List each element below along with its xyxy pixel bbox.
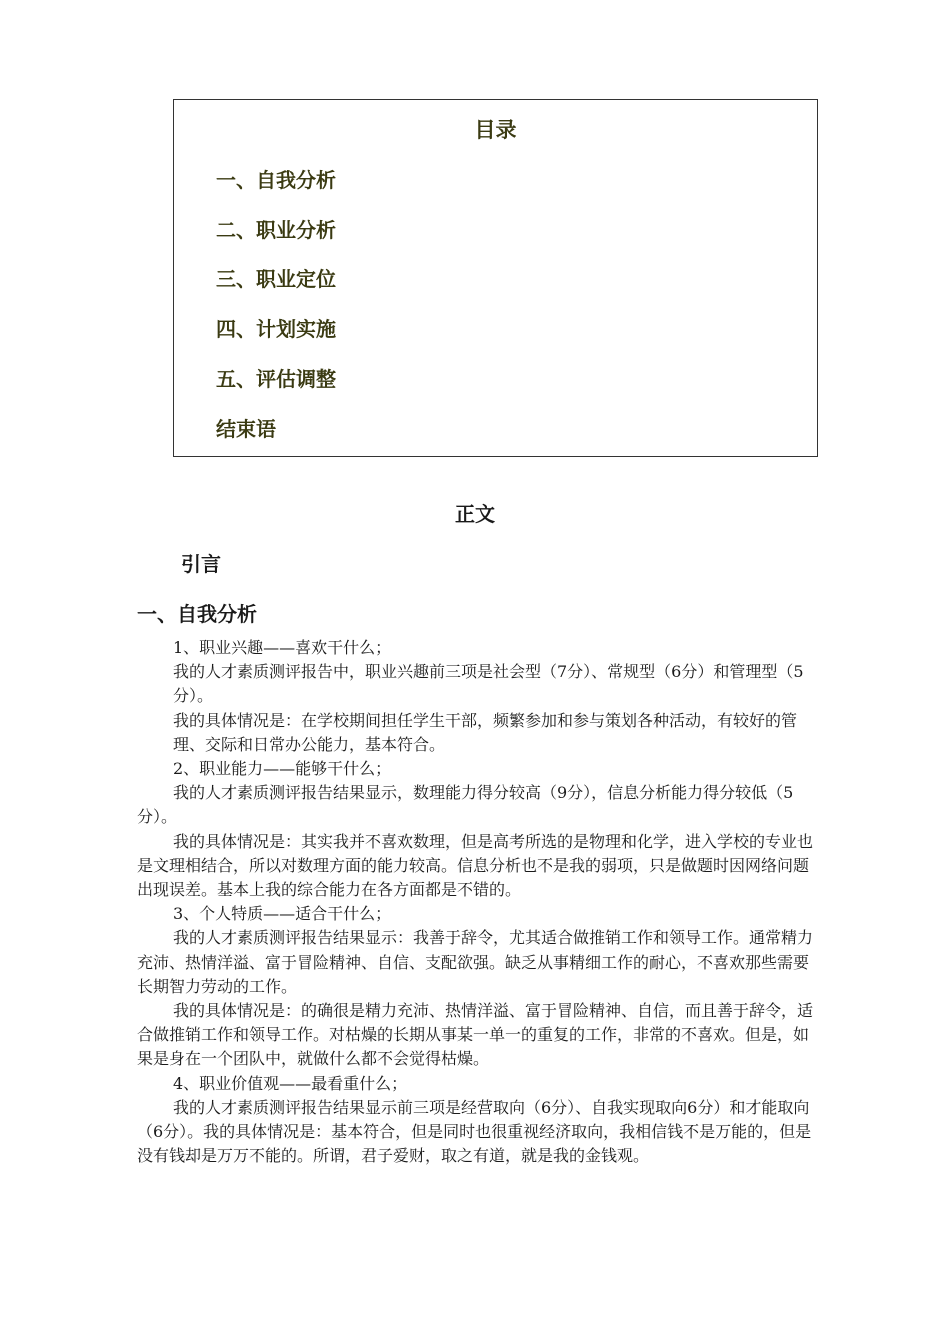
body-text: [137, 636, 817, 1168]
paragraph: 我的人才素质测评报告结果显示，数理能力得分较高（9分），信息分析能力得分较低（5分）。: [137, 783, 794, 827]
subheading-ability: 2、职业能力——能够干什么；: [173, 759, 392, 779]
paragraph: 我的具体情况是：在学校期间担任学生干部，频繁参加和参与策划各种活动，有较好的管理、交际和日常办公能力，基本符合。: [173, 710, 798, 754]
toc-item-self-analysis[interactable]: 一、自我分析: [216, 168, 336, 192]
intro-heading: 引言: [181, 552, 221, 576]
paragraph: 我的人才素质测评报告中，职业兴趣前三项是社会型（7分）、常规型（6分）和管理型（5分）。: [173, 662, 804, 706]
paragraph: 我的人才素质测评报告结果显示前三项是经营取向（6分）、自我实现取向6分）和才能取向（6分）。我的具体情况是：基本符合，但是同时也很重视经济取向，我相信钱不是万能的，但是没有钱却是万万不能的。所谓，君子爱财，取之有道，就是我的金钱观。: [137, 1097, 812, 1166]
paragraph: 我的具体情况是：的确很是精力充沛、热情洋溢、富于冒险精神、自信，而且善于辞令，适合做推销工作和领导工作。对枯燥的长期从事某一单一的重复的工作，非常的不喜欢。但是，如果是身在一个团队中，就做什么都不会觉得枯燥。: [137, 1001, 814, 1069]
toc-item-career-positioning[interactable]: 三、职业定位: [216, 267, 336, 291]
subheading-values: 4、职业价值观——最看重什么；: [173, 1073, 408, 1093]
main-title: 正文: [455, 502, 495, 526]
toc-item-plan-implementation[interactable]: 四、计划实施: [216, 317, 336, 341]
toc-title: 目录: [474, 118, 517, 142]
subheading-interest: 1、职业兴趣——喜欢干什么；: [173, 638, 392, 657]
toc-item-evaluation-adjustment[interactable]: 五、评估调整: [216, 367, 336, 391]
table-of-contents: [173, 99, 818, 457]
toc-item-conclusion[interactable]: 结束语: [216, 417, 276, 441]
paragraph: 我的人才素质测评报告结果显示：我善于辞令，尤其适合做推销工作和领导工作。通常精力充沛、热情洋溢、富于冒险精神、自信、支配欲强。缺乏从事精细工作的耐心，不喜欢那些需要长期智力劳动的工作。: [137, 928, 814, 996]
section-heading-self-analysis: 一、自我分析: [137, 602, 257, 626]
subheading-traits: 3、个人特质——适合干什么；: [173, 904, 392, 924]
paragraph: 我的具体情况是：其实我并不喜欢数理，但是高考所选的是物理和化学，进入学校的专业也是文理相结合，所以对数理方面的能力较高。信息分析也不是我的弱项，只是做题时因网络问题出现误差。基本上我的综合能力在各方面都是不错的。: [137, 831, 814, 900]
toc-item-career-analysis[interactable]: 二、职业分析: [216, 218, 336, 242]
